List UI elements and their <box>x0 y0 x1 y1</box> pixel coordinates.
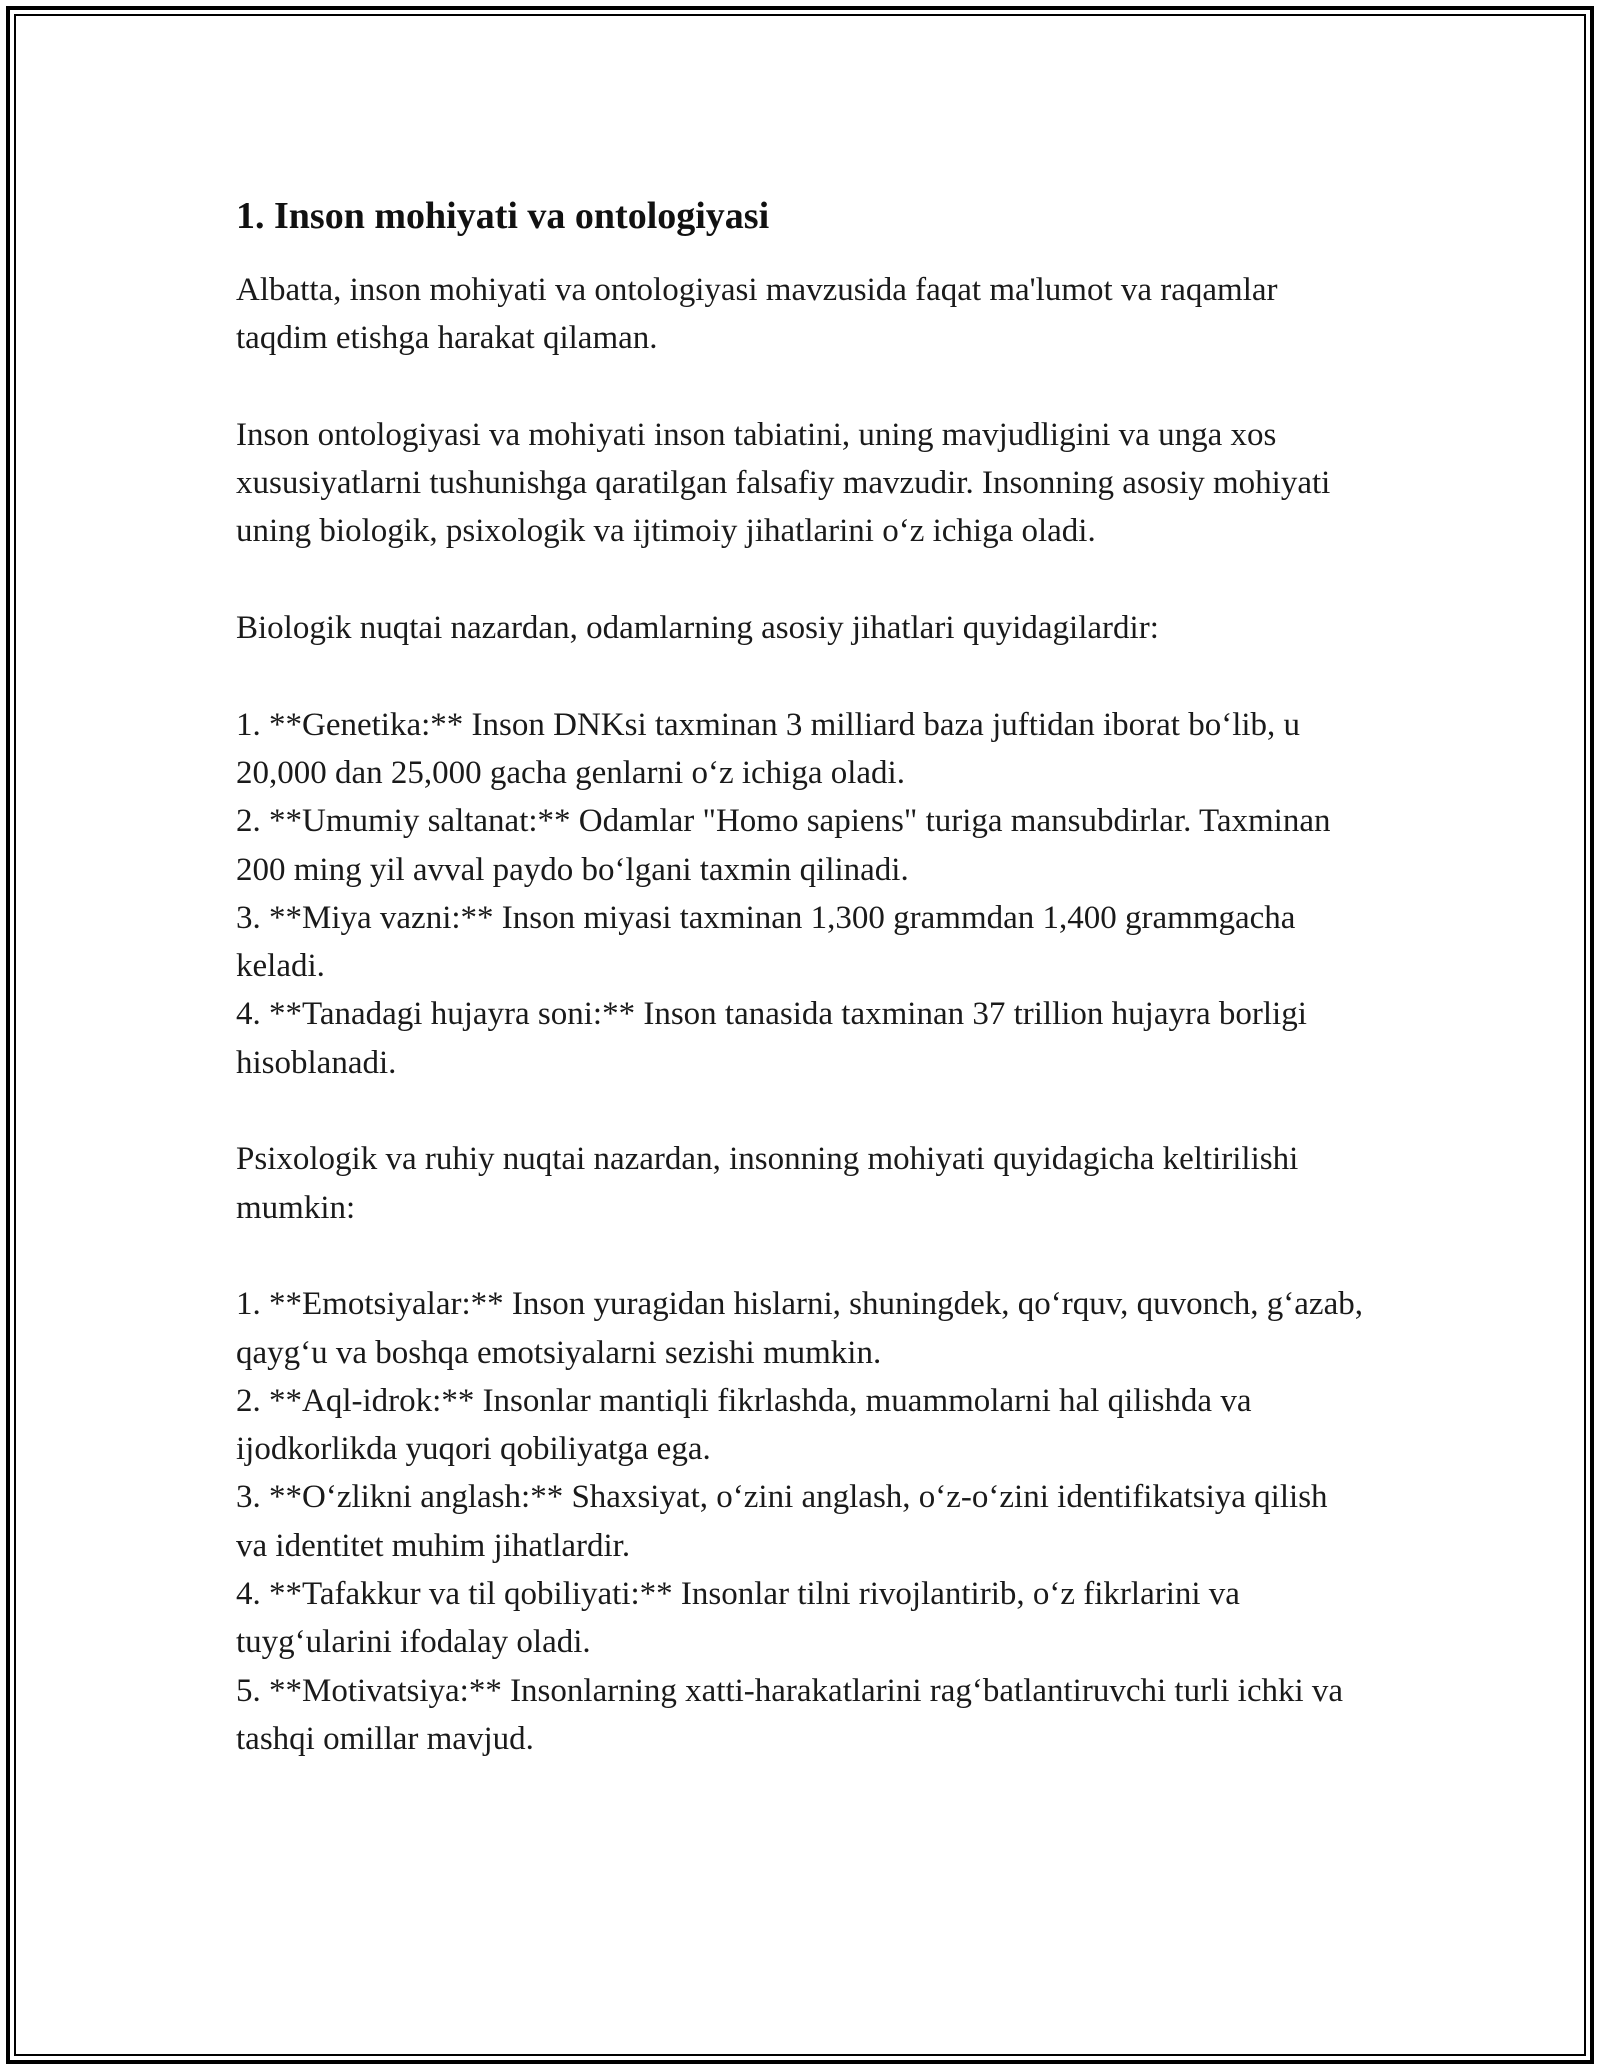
intro-paragraph: Albatta, inson mohiyati va ontologiyasi mavzusida faqat ma'lumot va raqamlar taqdim etishga harakat qilaman. <box>236 272 1278 357</box>
biological-list <box>236 701 1366 1087</box>
document-body <box>236 188 1366 1763</box>
paragraph-gap <box>236 363 1366 411</box>
ontology-paragraph: Inson ontologiyasi va mohiyati inson tabiatini, uning mavjudligini va unga xos xususiyatlarni tushunishga qaratilgan falsafiy mavzudir. Insonning asosiy mohiyati uning biologik, psixologik va ijtimoiy jihatlarini oʻz ichiga oladi. <box>236 416 1331 550</box>
paragraph-gap <box>236 1087 1366 1135</box>
list-item: 1. **Genetika:** Inson DNKsi taxminan 3 milliard baza juftidan iborat boʻlib, u 20,000 dan 25,000 gacha genlarni oʻz ichiga oladi. <box>236 706 1301 791</box>
list-item: 1. **Emotsiyalar:** Inson yuragidan hislarni, shuningdek, qoʻrquv, quvonch, gʻazab, qaygʻu va boshqa emotsiyalarni sezishi mumkin. <box>236 1286 1363 1371</box>
list-item: 2. **Aql-idrok:** Insonlar mantiqli fikrlashda, muammolarni hal qilishda va ijodkorlikda yuqori qobiliyatga ega. <box>236 1382 1252 1468</box>
list-item: 4. **Tafakkur va til qobiliyati:** Insonlar tilni rivojlantirib, oʻz fikrlarini va tuygʻularini ifodalay oladi. <box>236 1576 1240 1661</box>
psychological-intro-paragraph: Psixologik va ruhiy nuqtai nazardan, insonning mohiyati quyidagicha keltirilishi mumkin: <box>236 1141 1299 1226</box>
paragraph-gap <box>236 556 1366 604</box>
list-item: 2. **Umumiy saltanat:** Odamlar "Homo sapiens" turiga mansubdirlar. Taxminan 200 ming yil avval paydo boʻlgani taxmin qilinadi. <box>236 803 1331 888</box>
paragraph-gap <box>236 652 1366 700</box>
list-item: 4. **Tanadagi hujayra soni:** Inson tanasida taxminan 37 trillion hujayra borligi hisoblanadi. <box>236 996 1307 1081</box>
list-item: 5. **Motivatsiya:** Insonlarning xatti-harakatlarini ragʻbatlantiruvchi turli ichki va tashqi omillar mavjud. <box>236 1672 1344 1757</box>
psychological-list <box>236 1280 1366 1763</box>
section-heading: 1. Inson mohiyati va ontologiyasi <box>236 195 770 237</box>
list-item: 3. **Miya vazni:** Inson miyasi taxminan 1,300 grammdan 1,400 grammgacha keladi. <box>236 899 1296 985</box>
text-block <box>236 266 1366 1763</box>
list-item: 3. **Oʻzlikni anglash:** Shaxsiyat, oʻzini anglash, oʻz-oʻzini identifikatsiya qilish va identitet muhim jihatlardir. <box>236 1479 1328 1564</box>
biological-intro-paragraph: Biologik nuqtai nazardan, odamlarning asosiy jihatlari quyidagilardir: <box>236 610 1159 647</box>
paragraph-gap <box>236 1232 1366 1280</box>
